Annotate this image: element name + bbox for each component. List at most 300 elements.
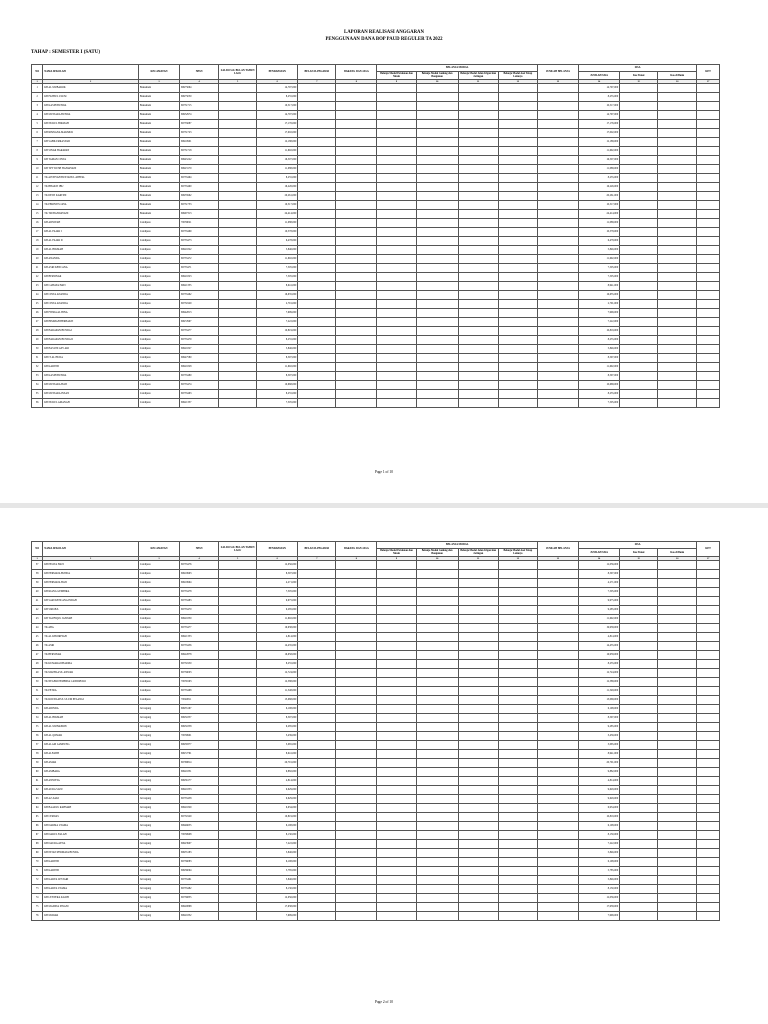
row-empty-cell: [298, 732, 336, 741]
report-page-2: [0, 508, 768, 1024]
row-empty-cell: [377, 741, 416, 750]
row-kas-bank: [658, 390, 697, 399]
row-empty-cell: [458, 912, 498, 921]
row-nama-sekolah: TK NEGERI PEMBINA CANDIPURO: [43, 678, 139, 687]
row-empty-cell: [537, 174, 578, 183]
row-ket: [697, 219, 720, 228]
row-kecamatan: Bakauheni: [138, 192, 179, 201]
row-empty-cell: [458, 885, 498, 894]
row-kecamatan: Candipuro: [138, 678, 179, 687]
row-empty-cell: [298, 390, 336, 399]
row-saldo: [219, 390, 257, 399]
row-empty-cell: [537, 597, 578, 606]
row-nama-sekolah: TK AISYIYAH BUSTANUL ATHFAL: [43, 174, 139, 183]
row-kecamatan: Candipuro: [138, 255, 179, 264]
col-header-belanja-pegawai: BELANJA PEGAWAI: [298, 65, 336, 80]
row-ket: [697, 156, 720, 165]
row-empty-cell: [458, 579, 498, 588]
row-empty-cell: [377, 786, 416, 795]
row-pendapatan: 3,065,000: [257, 741, 298, 750]
row-jumlah-sisa: 10,517,000: [579, 102, 620, 111]
row-pendapatan: 14,797,000: [257, 111, 298, 120]
row-nama-sekolah: KB CAHAYA HATI: [43, 282, 139, 291]
row-no: 54: [32, 714, 43, 723]
row-empty-cell: [336, 120, 377, 129]
row-npsn: 69910901: [180, 138, 219, 147]
row-empty-cell: [377, 102, 416, 111]
col-header-bm-jalan: Belanja Modal Jalan Irigasi dan Jaringan: [458, 72, 498, 80]
row-empty-cell: [416, 624, 458, 633]
row-empty-cell: [498, 615, 537, 624]
row-no: 70: [32, 858, 43, 867]
row-jumlah-sisa: 8,941,000: [579, 282, 620, 291]
row-empty-cell: [336, 237, 377, 246]
row-kecamatan: Candipuro: [138, 687, 179, 696]
row-empty-cell: [377, 84, 416, 93]
row-empty-cell: [458, 273, 498, 282]
row-empty-cell: [498, 129, 537, 138]
row-empty-cell: [416, 345, 458, 354]
table-row: [32, 111, 720, 120]
col-index-11: 11: [458, 556, 498, 561]
col-index-2: 2: [43, 556, 139, 561]
row-empty-cell: [298, 336, 336, 345]
row-ket: [697, 678, 720, 687]
col-header-sisa: SISA: [579, 542, 697, 549]
row-nama-sekolah: KB MUTIARA INSAN: [43, 390, 139, 399]
row-kas-tunai: [620, 678, 658, 687]
row-empty-cell: [336, 894, 377, 903]
row-kas-tunai: [620, 777, 658, 786]
col-index-5: 5: [219, 79, 257, 84]
row-pendapatan: 24,414,000: [257, 210, 298, 219]
table-row: [32, 858, 720, 867]
row-pendapatan: 17,002,000: [257, 129, 298, 138]
row-jumlah-sisa: 11,692,000: [579, 363, 620, 372]
table-row: [32, 129, 720, 138]
col-index-15: 15: [620, 556, 658, 561]
table-row: [32, 768, 720, 777]
row-saldo: [219, 786, 257, 795]
row-nama-sekolah: KB HARAPAN BUNDA II: [43, 336, 139, 345]
row-empty-cell: [537, 768, 578, 777]
row-empty-cell: [377, 795, 416, 804]
row-kecamatan: Candipuro: [138, 228, 179, 237]
row-empty-cell: [336, 786, 377, 795]
row-no: 66: [32, 822, 43, 831]
row-saldo: [219, 903, 257, 912]
row-nama-sekolah: KB SINAR HARAPAN: [43, 147, 139, 156]
row-ket: [697, 255, 720, 264]
row-ket: [697, 912, 720, 921]
row-empty-cell: [377, 273, 416, 282]
row-nama-sekolah: KB PELITA HATI: [43, 561, 139, 570]
row-ket: [697, 660, 720, 669]
row-ket: [697, 795, 720, 804]
row-empty-cell: [458, 84, 498, 93]
row-npsn: 69997313: [180, 210, 219, 219]
row-saldo: [219, 858, 257, 867]
row-empty-cell: [336, 192, 377, 201]
row-kecamatan: Candipuro: [138, 246, 179, 255]
row-kecamatan: Candipuro: [138, 642, 179, 651]
row-empty-cell: [298, 849, 336, 858]
row-empty-cell: [458, 291, 498, 300]
row-pendapatan: 4,271,000: [257, 579, 298, 588]
row-empty-cell: [416, 750, 458, 759]
row-empty-cell: [416, 570, 458, 579]
row-empty-cell: [537, 642, 578, 651]
row-empty-cell: [416, 363, 458, 372]
row-empty-cell: [336, 93, 377, 102]
row-empty-cell: [298, 885, 336, 894]
row-empty-cell: [458, 129, 498, 138]
row-empty-cell: [416, 210, 458, 219]
row-empty-cell: [498, 759, 537, 768]
row-empty-cell: [336, 741, 377, 750]
row-empty-cell: [377, 147, 416, 156]
row-pendapatan: 8,941,000: [257, 282, 298, 291]
row-saldo: [219, 237, 257, 246]
row-kecamatan: Candipuro: [138, 381, 179, 390]
row-saldo: [219, 633, 257, 642]
row-empty-cell: [498, 570, 537, 579]
row-empty-cell: [298, 750, 336, 759]
row-empty-cell: [458, 642, 498, 651]
row-empty-cell: [537, 381, 578, 390]
row-kas-bank: [658, 327, 697, 336]
row-empty-cell: [298, 201, 336, 210]
row-pendapatan: 16,635,000: [257, 291, 298, 300]
row-saldo: [219, 723, 257, 732]
row-npsn: 69919993: [180, 570, 219, 579]
row-empty-cell: [498, 201, 537, 210]
row-empty-cell: [498, 750, 537, 759]
report-page-1: [0, 0, 768, 508]
row-ket: [697, 849, 720, 858]
row-kas-bank: [658, 381, 697, 390]
row-empty-cell: [336, 84, 377, 93]
row-empty-cell: [498, 867, 537, 876]
row-empty-cell: [416, 867, 458, 876]
row-empty-cell: [336, 381, 377, 390]
row-kecamatan: Candipuro: [138, 669, 179, 678]
row-kecamatan: Candipuro: [138, 336, 179, 345]
row-nama-sekolah: KB ADNIYAH: [43, 219, 139, 228]
row-empty-cell: [377, 723, 416, 732]
col-header-bm-jalan: Belanja Modal Jalan Irigasi dan Jaringan: [458, 549, 498, 557]
row-ket: [697, 741, 720, 750]
row-ket: [697, 201, 720, 210]
row-empty-cell: [377, 228, 416, 237]
row-kas-tunai: [620, 345, 658, 354]
row-npsn: 69921823: [180, 273, 219, 282]
row-kas-bank: [658, 759, 697, 768]
row-kecamatan: Jati Agung: [138, 849, 179, 858]
row-pendapatan: 10,819,000: [257, 327, 298, 336]
table-row: [32, 894, 720, 903]
row-empty-cell: [298, 228, 336, 237]
row-kas-tunai: [620, 282, 658, 291]
row-nama-sekolah: KB ANNISYA: [43, 777, 139, 786]
row-kas-bank: [658, 588, 697, 597]
row-npsn: 69735469: [180, 228, 219, 237]
row-empty-cell: [458, 318, 498, 327]
row-empty-cell: [336, 174, 377, 183]
row-empty-cell: [416, 336, 458, 345]
row-pendapatan: 8,255,000: [257, 390, 298, 399]
row-empty-cell: [377, 759, 416, 768]
row-npsn: 69735476: [180, 561, 219, 570]
row-kas-tunai: [620, 624, 658, 633]
row-no: 37: [32, 561, 43, 570]
row-empty-cell: [336, 597, 377, 606]
row-kas-bank: [658, 822, 697, 831]
row-no: 27: [32, 318, 43, 327]
row-empty-cell: [298, 300, 336, 309]
row-npsn: 69735472: [180, 255, 219, 264]
table-row: [32, 624, 720, 633]
row-jumlah-sisa: 5,846,000: [579, 849, 620, 858]
row-saldo: [219, 372, 257, 381]
col-header-pendapatan: PENDAPATAN: [257, 542, 298, 557]
row-empty-cell: [458, 660, 498, 669]
row-jumlah-sisa: 17,176,000: [579, 120, 620, 129]
row-empty-cell: [298, 219, 336, 228]
row-empty-cell: [498, 678, 537, 687]
row-pendapatan: 16,507,000: [257, 156, 298, 165]
row-empty-cell: [298, 210, 336, 219]
row-nama-sekolah: KB KASIH BUNDA: [43, 102, 139, 111]
row-no: 34: [32, 381, 43, 390]
row-ket: [697, 372, 720, 381]
row-jumlah-sisa: 7,505,000: [579, 588, 620, 597]
row-empty-cell: [298, 840, 336, 849]
row-pendapatan: 8,130,000: [257, 885, 298, 894]
row-saldo: [219, 687, 257, 696]
row-no: 16: [32, 219, 43, 228]
row-kas-bank: [658, 174, 697, 183]
table-row: [32, 345, 720, 354]
row-empty-cell: [458, 174, 498, 183]
row-saldo: [219, 318, 257, 327]
row-jumlah-sisa: 5,846,000: [579, 876, 620, 885]
row-nama-sekolah: KB DARMA UTAMA: [43, 822, 139, 831]
row-empty-cell: [458, 354, 498, 363]
row-empty-cell: [416, 795, 458, 804]
col-index-1: 1: [32, 556, 43, 561]
row-empty-cell: [537, 129, 578, 138]
row-kas-bank: [658, 750, 697, 759]
row-saldo: [219, 381, 257, 390]
row-empty-cell: [458, 336, 498, 345]
row-kas-bank: [658, 282, 697, 291]
row-ket: [697, 885, 720, 894]
row-kas-bank: [658, 336, 697, 345]
row-npsn: 69947580: [180, 354, 219, 363]
row-empty-cell: [498, 372, 537, 381]
row-nama-sekolah: KB KASIH BUNDA: [43, 372, 139, 381]
row-empty-cell: [498, 849, 537, 858]
row-no: 68: [32, 840, 43, 849]
row-empty-cell: [416, 894, 458, 903]
row-empty-cell: [537, 813, 578, 822]
row-empty-cell: [458, 615, 498, 624]
row-empty-cell: [498, 390, 537, 399]
row-nama-sekolah: TK ABA: [43, 624, 139, 633]
row-ket: [697, 840, 720, 849]
row-kecamatan: Candipuro: [138, 561, 179, 570]
row-npsn: 69921333: [180, 633, 219, 642]
row-empty-cell: [416, 201, 458, 210]
row-npsn: 69735477: [180, 624, 219, 633]
row-kas-tunai: [620, 696, 658, 705]
row-kecamatan: Candipuro: [138, 696, 179, 705]
row-empty-cell: [298, 165, 336, 174]
row-empty-cell: [377, 876, 416, 885]
row-no: 29: [32, 336, 43, 345]
row-empty-cell: [458, 786, 498, 795]
row-empty-cell: [336, 183, 377, 192]
row-empty-cell: [537, 615, 578, 624]
row-no: 25: [32, 300, 43, 309]
row-kas-bank: [658, 795, 697, 804]
row-npsn: 69938377: [180, 741, 219, 750]
row-empty-cell: [336, 723, 377, 732]
row-empty-cell: [498, 579, 537, 588]
row-nama-sekolah: TK BERSINAR: [43, 651, 139, 660]
table-row: [32, 327, 720, 336]
row-pendapatan: 19,938,000: [257, 624, 298, 633]
row-no: 58: [32, 750, 43, 759]
row-ket: [697, 174, 720, 183]
row-jumlah-sisa: 11,692,000: [579, 255, 620, 264]
row-empty-cell: [416, 273, 458, 282]
row-no: 30: [32, 345, 43, 354]
row-kas-tunai: [620, 633, 658, 642]
row-empty-cell: [377, 255, 416, 264]
row-empty-cell: [416, 102, 458, 111]
row-empty-cell: [416, 759, 458, 768]
row-nama-sekolah: TK BHAKTI IBU: [43, 183, 139, 192]
row-jumlah-sisa: 8,941,000: [579, 750, 620, 759]
table-row: [32, 300, 720, 309]
row-kas-tunai: [620, 192, 658, 201]
row-npsn: 69972791: [180, 750, 219, 759]
table-row: [32, 687, 720, 696]
row-nama-sekolah: KB PERMATA HATI: [43, 579, 139, 588]
row-pendapatan: 8,255,000: [257, 336, 298, 345]
row-empty-cell: [298, 372, 336, 381]
row-empty-cell: [498, 183, 537, 192]
row-pendapatan: 7,222,000: [257, 840, 298, 849]
row-empty-cell: [416, 255, 458, 264]
row-kas-bank: [658, 633, 697, 642]
row-empty-cell: [298, 741, 336, 750]
row-pendapatan: 9,975,000: [257, 597, 298, 606]
row-empty-cell: [498, 84, 537, 93]
row-kas-tunai: [620, 858, 658, 867]
row-empty-cell: [416, 732, 458, 741]
row-npsn: 70038193: [180, 678, 219, 687]
row-npsn: 69975664: [180, 84, 219, 93]
row-kas-bank: [658, 399, 697, 408]
row-kecamatan: Jati Agung: [138, 813, 179, 822]
row-pendapatan: 10,517,000: [257, 102, 298, 111]
row-empty-cell: [298, 606, 336, 615]
row-ket: [697, 777, 720, 786]
row-empty-cell: [458, 147, 498, 156]
row-empty-cell: [377, 174, 416, 183]
table-row: [32, 147, 720, 156]
row-jumlah-sisa: 8,597,000: [579, 354, 620, 363]
col-header-jumlah-belanja: JUMLAH BELANJA: [537, 542, 578, 557]
row-empty-cell: [498, 813, 537, 822]
row-npsn: 69975030: [180, 93, 219, 102]
row-empty-cell: [537, 390, 578, 399]
row-ket: [697, 876, 720, 885]
row-empty-cell: [377, 390, 416, 399]
row-empty-cell: [537, 579, 578, 588]
row-empty-cell: [298, 723, 336, 732]
row-empty-cell: [537, 912, 578, 921]
row-empty-cell: [377, 579, 416, 588]
table-row: [32, 255, 720, 264]
row-nama-sekolah: KB KARTINI: [43, 363, 139, 372]
row-no: 75: [32, 903, 43, 912]
report-subtitle: PENGGUNAAN DANA BOP PAUD REGULER TA 2022: [325, 37, 443, 42]
row-no: 73: [32, 885, 43, 894]
row-kecamatan: Jati Agung: [138, 822, 179, 831]
row-empty-cell: [298, 156, 336, 165]
row-empty-cell: [537, 210, 578, 219]
row-kecamatan: Jati Agung: [138, 903, 179, 912]
row-saldo: [219, 615, 257, 624]
row-saldo: [219, 354, 257, 363]
row-empty-cell: [537, 786, 578, 795]
row-no: 9: [32, 156, 43, 165]
row-empty-cell: [537, 309, 578, 318]
row-empty-cell: [336, 147, 377, 156]
row-empty-cell: [298, 129, 336, 138]
row-nama-sekolah: KB MADINA INSANI: [43, 903, 139, 912]
row-pendapatan: 13,068,000: [257, 696, 298, 705]
row-jumlah-sisa: 8,255,000: [579, 174, 620, 183]
row-nama-sekolah: KB KARYA UTAMA: [43, 885, 139, 894]
row-npsn: 69919994: [180, 579, 219, 588]
row-empty-cell: [416, 777, 458, 786]
row-empty-cell: [537, 147, 578, 156]
col-index-2: 2: [43, 79, 139, 84]
col-header-sisa: SISA: [579, 65, 697, 72]
row-no: 13: [32, 192, 43, 201]
row-no: 42: [32, 606, 43, 615]
row-npsn: 69731929: [180, 813, 219, 822]
row-empty-cell: [498, 120, 537, 129]
row-kecamatan: Candipuro: [138, 318, 179, 327]
col-header-kas-tunai: Kas Tunai: [620, 72, 658, 80]
row-npsn: 69735468: [180, 687, 219, 696]
row-saldo: [219, 849, 257, 858]
row-empty-cell: [336, 759, 377, 768]
table-row: [32, 759, 720, 768]
row-pendapatan: 20,261,000: [257, 192, 298, 201]
row-pendapatan: 7,505,000: [257, 264, 298, 273]
row-empty-cell: [458, 768, 498, 777]
row-empty-cell: [416, 318, 458, 327]
row-saldo: [219, 174, 257, 183]
row-empty-cell: [537, 723, 578, 732]
